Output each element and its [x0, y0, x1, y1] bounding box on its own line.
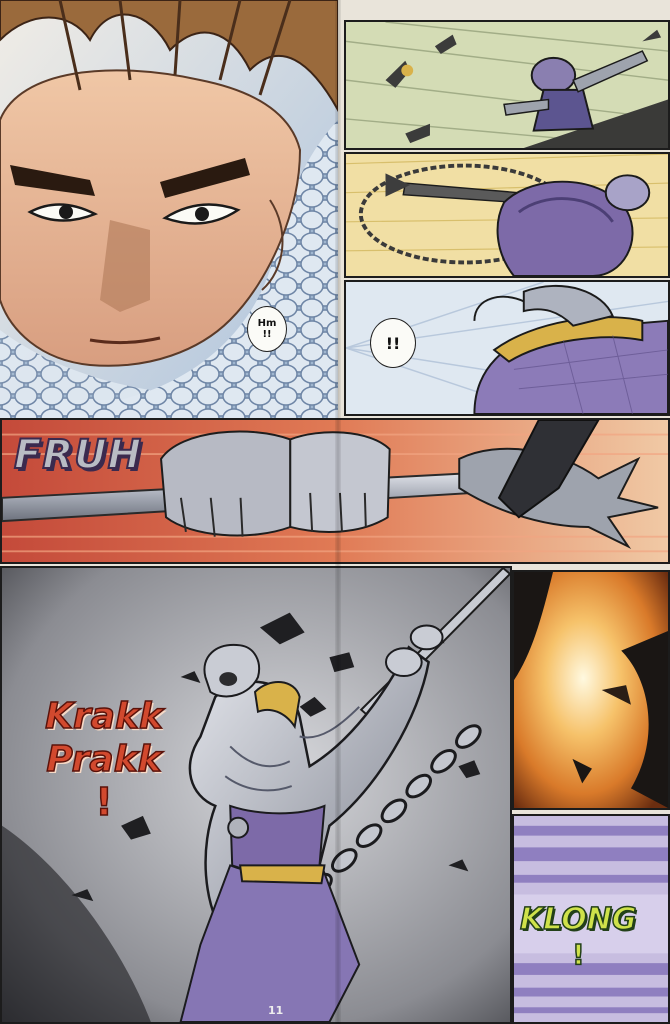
sfx-fruh: FRUH [14, 432, 143, 478]
page-number: 11 [268, 1004, 284, 1017]
panel-chain-swing [344, 152, 670, 278]
panel-impact-flash [512, 570, 670, 810]
panel-chain-pull [0, 566, 512, 1024]
sfx-prakk: Prakk [46, 739, 162, 780]
speech-balloon-hm [247, 306, 287, 352]
sfx-klong: KLONG [520, 902, 637, 937]
chain-swing-art [346, 154, 668, 276]
leap-attack-art [346, 22, 668, 148]
sfx-klong-mark: ! [572, 938, 585, 971]
sfx-krakk-mark: ! [95, 780, 113, 824]
hero-face-art [0, 0, 338, 420]
impact-flash-art [514, 572, 668, 808]
speech-balloon-exclaim [370, 318, 416, 368]
balloon-exclaim-text: !! [385, 333, 401, 353]
panel-leap-attack [344, 20, 670, 150]
balloon-hm-line2: !! [262, 329, 272, 340]
sfx-krakk: Krakk [45, 696, 163, 737]
panel-hero-face [0, 0, 338, 420]
sfx-krakk-prakk [24, 696, 184, 824]
balloon-hm-line1: Hm [257, 317, 277, 329]
panel-spear-grip [0, 418, 670, 564]
panel-surprised-brute [344, 280, 670, 416]
panel-klong [512, 814, 670, 1024]
